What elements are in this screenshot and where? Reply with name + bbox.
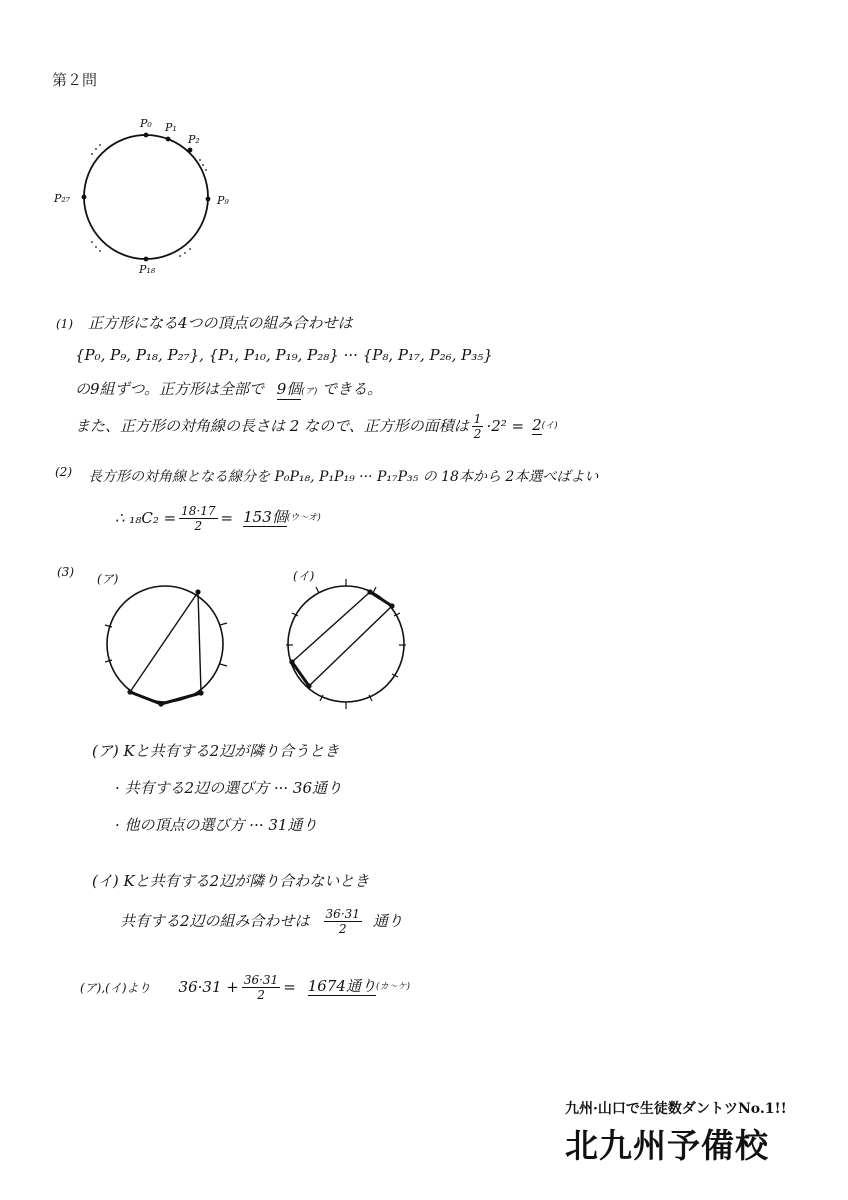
part2-fraction: $\frac{18\cdot 17}{2}$ <box>181 504 216 533</box>
part1-line3-pre: の9組ずつ。正方形は全部で <box>75 380 264 398</box>
part1-answer-b: 2 <box>532 416 542 434</box>
part1-tag-a: (ア) <box>301 387 318 397</box>
figure-a-ticks <box>105 623 227 666</box>
part3-label: (3) <box>57 565 74 579</box>
figure-b-ticks <box>286 579 406 709</box>
part1-fraction: $\frac{1}{2}$ <box>473 412 482 441</box>
part2-line2-pre: ∴ ₁₈C₂ = <box>115 509 177 527</box>
part1-line2: {P₀, P₉, P₁₈, P₂₇}, {P₁, P₁₀, P₁₉, P₂₈} ··· {P₈, P₁₇, P₂₆, P₃₅} <box>75 346 493 364</box>
figure-b <box>280 575 420 715</box>
brand-tagline: 九州·山口で生徒数ダントツNo.1!! <box>565 1101 787 1117</box>
part1-tag-b: (イ) <box>541 421 558 431</box>
part3-sub-a-title: (ア) Kと共有する2辺が隣り合うとき <box>92 742 340 760</box>
part3-sub-b-pre: 共有する2辺の組み合わせは <box>120 912 310 930</box>
circle-diagram <box>40 110 260 290</box>
label-p2: P₂ <box>188 133 200 146</box>
brand-logo: 北九州予備校 <box>565 1126 769 1165</box>
part2-line1: 長方形の対角線となる線分を P₀P₁₈, P₁P₁₉ ··· P₁₇P₃₅ の 18本から 2本選べばよい <box>88 469 599 485</box>
circle-outline <box>84 135 208 259</box>
label-p9: P₉ <box>217 194 229 207</box>
part1-label: (1) <box>56 317 73 331</box>
point-p18 <box>144 257 149 262</box>
part2-label: (2) <box>55 465 72 479</box>
part3-total-answer: 1674通り <box>307 977 376 995</box>
fig-a-label: (ア) <box>97 572 119 586</box>
part1-line4-pre: また、正方形の対角線の長さは 2 なので、正方形の面積は <box>75 417 469 435</box>
part3-total-eq: = <box>283 978 296 996</box>
point-p2 <box>188 148 193 153</box>
part3-total-fraction: $\frac{36\cdot 31}{2}$ <box>243 973 279 1002</box>
point-p9 <box>206 197 211 202</box>
point-p0 <box>144 133 149 138</box>
part3-sub-b-fraction: $\frac{36\cdot 31}{2}$ <box>325 907 360 936</box>
part2-answer: 153個 <box>243 508 287 526</box>
part1-line1: 正方形になる4つの頂点の組み合わせは <box>88 314 353 332</box>
fig-b-label: (イ) <box>293 569 315 583</box>
part3-total-expr: 36·31 + <box>178 978 239 996</box>
point-p27 <box>82 195 87 200</box>
part3-sub-b-line <box>120 908 403 935</box>
part3-total <box>80 974 410 1001</box>
part1-answer-a: 9個 <box>276 380 302 398</box>
part3-sub-b-title: (イ) Kと共有する2辺が隣り合わないとき <box>92 872 370 890</box>
part3-total-tag: (カ〜ケ) <box>375 982 410 992</box>
part3-total-pre: (ア),(イ)より <box>80 980 151 995</box>
label-p27: P₂₇ <box>54 192 71 205</box>
part3-sub-a-item1: · 共有する2辺の選び方 ··· 36通り <box>115 779 343 797</box>
part1-line3-post: できる。 <box>322 380 383 398</box>
part1-line4 <box>75 413 558 440</box>
page-title: 第２問 <box>52 71 98 89</box>
part1-line3 <box>75 382 382 397</box>
part2-line2 <box>115 505 321 532</box>
label-p1: P₁ <box>165 121 177 134</box>
figure-a-quad <box>130 592 201 704</box>
part1-line4-expr: ·2² = <box>486 417 525 435</box>
part3-sub-a-item2: · 他の頂点の選び方 ··· 31通り <box>115 816 318 834</box>
point-p1 <box>166 137 171 142</box>
label-p18: P₁₈ <box>139 263 156 276</box>
label-p0: P₀ <box>140 117 152 130</box>
part2-line2-eq: = <box>220 509 234 527</box>
part3-sub-b-post: 通り <box>372 912 403 930</box>
figure-a <box>95 580 245 710</box>
part2-tag: (ウ〜オ) <box>286 513 321 523</box>
